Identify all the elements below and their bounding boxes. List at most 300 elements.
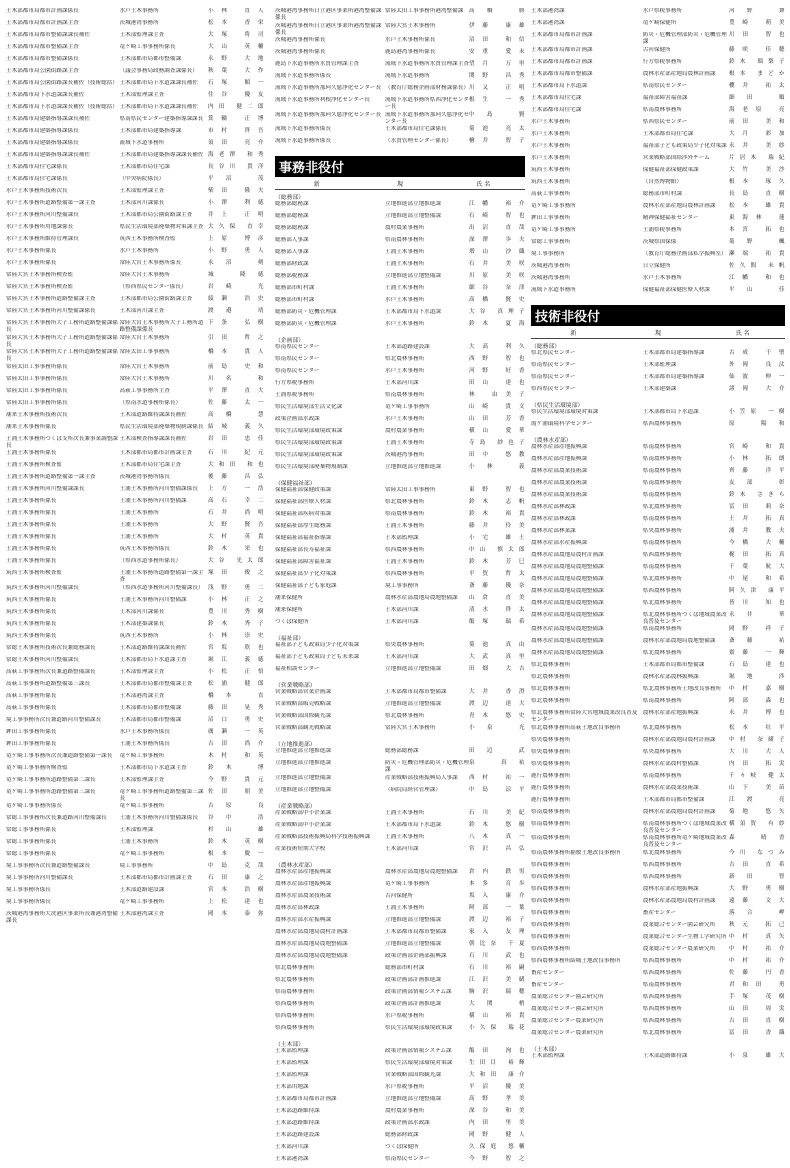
group-label: （農林水産部） — [275, 862, 316, 869]
current-post: 政策企画部計画推進課 — [385, 976, 441, 983]
list-item — [275, 666, 525, 678]
list-item — [275, 97, 525, 112]
person-name: 伊藤 康雄 — [469, 22, 525, 29]
current-post: 土木部都市局建築指導課 — [119, 128, 182, 134]
new-post: 畜産センター — [531, 981, 565, 988]
current-post: 県南農林事務所 — [642, 467, 682, 474]
person-name: 瀬端 祐貴 — [729, 250, 785, 257]
person-name: 森 晴香 — [729, 835, 785, 842]
person-name: 岩田 忠佳 — [208, 435, 264, 442]
new-post: 県北県民センター — [531, 349, 576, 356]
new-post: 土木部都市局都市計画課係長 — [6, 8, 79, 14]
list-item — [6, 899, 264, 911]
new-post: 茨城港湾事務所日立港区事業所港湾整備課係長 — [275, 8, 382, 22]
new-post: 土浦土木事務所つくば支所次長兼事業調整課長 — [6, 435, 118, 449]
list-item — [531, 227, 785, 239]
current-post: 保健福祉部保健政策課 — [642, 166, 699, 173]
list-item — [275, 499, 525, 511]
person-name: 橋本 貴人 — [208, 349, 264, 356]
list-item — [275, 619, 525, 631]
list-item — [275, 523, 525, 535]
list-item — [6, 597, 264, 609]
list-item — [531, 698, 785, 710]
current-post: 県南農林事務所 — [642, 106, 682, 113]
new-post: 土木部都市局住宅課係長 — [6, 164, 68, 170]
current-post: 土木部都市局住宅課 — [119, 164, 170, 170]
current-post: 土木部都市局都市整備課主査 — [119, 680, 193, 687]
list-item — [275, 1072, 525, 1084]
new-post: 土木部都市局都市計画課主査 — [6, 20, 79, 26]
new-post: 土木部港湾課 — [531, 20, 565, 26]
current-post: 農林水産部産地振興課 — [642, 885, 699, 892]
list-item — [6, 296, 264, 308]
person-name: 藤田 晃秀 — [208, 704, 264, 711]
new-post: 農林水産部農業技術課 — [531, 467, 587, 474]
person-name: 梶田 拓真 — [729, 551, 785, 558]
current-post: 流域下水道事務所 — [385, 73, 430, 80]
current-post: 土浦土木事務所 — [385, 833, 425, 840]
new-post: 農林水産部林政課 — [531, 515, 576, 522]
new-post: 県北農林事務所高萩土地改良事務所 — [531, 724, 621, 731]
new-post: 水戸土木事務所道路整備第一課主査 — [6, 200, 96, 206]
current-post: 総務部総務課 — [385, 748, 419, 755]
list-item — [6, 400, 264, 412]
list-item — [531, 773, 785, 785]
current-post: 土浦土木事務所道路整備第一課主査 — [119, 570, 204, 584]
current-post: 常陸太田工事事務所港湾整備課 — [385, 8, 464, 14]
new-post: 農林水産部農地局農地整備課 — [531, 563, 604, 570]
list-item — [6, 436, 264, 451]
section-title: 事務非役付 — [275, 156, 525, 177]
person-name: 斎藤 祐 — [729, 638, 785, 645]
person-name: 大高 利久 — [469, 344, 525, 351]
list-item — [531, 710, 785, 725]
new-post: 県西農林事務所結城土地改良事務所 — [531, 957, 621, 964]
list-item — [6, 462, 264, 474]
person-name: 宮坂 欣也 — [208, 644, 264, 651]
list-item — [531, 456, 785, 468]
current-post: 土木部都市局都市計画課主査 — [119, 875, 193, 882]
person-name: 飯塚 瑞希 — [469, 619, 525, 626]
current-post: 農林水産部産地局農林計画課 — [642, 70, 716, 77]
person-name: 藤咲 佳穂 — [729, 46, 785, 53]
current-post: 政策企画部情報システム課 — [385, 988, 452, 995]
new-post: 常総土木事務所技術次長兼総務課長 — [6, 644, 96, 651]
current-post: 水戸土木事務所 — [119, 248, 159, 254]
current-post: 県南農林事務所 — [642, 443, 682, 450]
list-item — [275, 654, 525, 666]
current-post: 土浦土木事務所 — [119, 534, 159, 541]
list-item — [275, 547, 525, 559]
current-post: 土木部都市局建築指導課課長補佐 — [119, 152, 204, 158]
current-post: 竜ケ崎工事事務所 — [119, 752, 165, 759]
new-post: 営業戦略部観光戦略課 — [275, 725, 331, 732]
person-name: 石井 尚明 — [208, 510, 264, 517]
person-name: 菊野 楓 — [729, 238, 785, 245]
new-post: 農林水産部農地局農地整備課 — [531, 638, 604, 645]
group-label: （企画部） — [275, 338, 304, 345]
person-name: 須田 亮介 — [208, 140, 264, 146]
list-item — [6, 164, 264, 176]
new-post: 福祉部子ども政策局子ども未来課 — [275, 654, 359, 661]
new-post: 常陸大宮土木事務所大子工務所道路整備課係長 — [6, 320, 118, 334]
person-name: 高橋 慧 — [208, 411, 264, 418]
new-post: 農林水産部農地局農地整備課 — [531, 611, 604, 618]
list-item — [531, 251, 785, 263]
current-post: 県北農林事務所 — [385, 713, 425, 720]
new-post: 農林水産部農地局農地整備課 — [531, 575, 604, 582]
current-post: 土木部都市局都市整備課 — [119, 56, 182, 62]
new-post: 水戸土木事務所 — [531, 142, 571, 149]
list-item — [275, 834, 525, 846]
current-post: 県央農林事務所 — [385, 642, 425, 649]
person-name: 鈴木 瑠梨子 — [729, 58, 785, 65]
current-post: （中央病院係長） — [119, 176, 165, 182]
new-post: 県西農林事務所 — [531, 921, 571, 928]
new-post: 土木部都市局下水道課 — [531, 82, 587, 89]
new-post: 県南農林事務所稲敷土地改良事務所 — [531, 849, 621, 856]
new-post: 県南県民センター — [275, 356, 320, 363]
list-item — [275, 213, 525, 225]
list-item — [275, 989, 525, 1001]
person-name: 石井 美咲 — [469, 261, 525, 268]
person-name: 大久保 直幸 — [208, 224, 264, 230]
person-name: 家入 友理 — [469, 928, 525, 935]
current-post: 県北農林事務所 — [642, 849, 682, 856]
new-post: 保健福祉部少子化対策課 — [275, 571, 337, 578]
person-name: 内田 健二郎 — [208, 104, 264, 110]
list-item — [531, 131, 785, 143]
person-name: 塚田 俊之 — [208, 570, 264, 577]
person-name: 松本 香栄 — [208, 20, 264, 26]
current-post: 土浦土木事務所 — [119, 510, 159, 517]
new-post: 茨城港湾事務所大洗港区事業所長兼港湾整備課長 — [6, 911, 118, 925]
list-item — [531, 444, 785, 456]
new-post: 県民生活環境部環境政策課 — [275, 440, 343, 447]
new-post: 土木部港湾課 — [531, 8, 565, 14]
current-post: 常陸大宮土木事務所 — [119, 363, 170, 370]
list-item — [531, 862, 785, 874]
new-post: 農林水産部産地振興課 — [275, 868, 331, 875]
list-item — [531, 749, 785, 761]
list-item — [531, 362, 785, 374]
new-post: 産業戦略部中小企業課 — [275, 821, 331, 828]
new-post: 営業戦略部営業企画課 — [275, 689, 331, 696]
person-name: 阿久津 康平 — [729, 587, 785, 594]
current-post: 竜ケ崎工事事務所 — [119, 803, 165, 810]
new-post: 土木部用地課 — [275, 1083, 309, 1090]
current-post: 土木部都市局都市整備課 — [642, 662, 705, 669]
current-post: 土木部都市局住宅課主査 — [119, 462, 182, 469]
current-post: 県南農林事務所 — [642, 772, 682, 779]
person-name: 小久保 瑞花 — [469, 1024, 525, 1031]
person-name: 平山 佳 — [729, 286, 785, 293]
new-post: 総務部市町村課 — [275, 285, 315, 292]
list-item — [6, 376, 264, 388]
new-post: 総務部総務課 — [275, 225, 309, 232]
new-post: 常総工事事務所次長兼道路河川整備課長 — [6, 815, 107, 822]
current-post: 流域下水道事務所那珂久慈浄化センター長 — [385, 111, 469, 125]
current-post: 土木部都市局下水道課課長補佐 — [119, 80, 198, 86]
header-current: 現 — [655, 329, 662, 337]
current-post: 土浦土木事務所 — [385, 261, 425, 268]
person-name: 齊藤 洋平 — [729, 467, 785, 474]
new-post: 農林水産部農地局農村計画課 — [531, 551, 604, 558]
list-item — [6, 388, 264, 400]
list-item — [275, 285, 525, 297]
current-post: 土浦土木事務所 — [385, 904, 425, 911]
new-post: 土木部都市局建築指導課課長補佐 — [6, 116, 90, 122]
new-post: 茨城港湾事務所 — [531, 262, 571, 269]
new-post: 県央農林事務所 — [531, 748, 571, 755]
current-post: 農村農業事務所 — [385, 428, 425, 435]
current-post: 農林水産部産地局農林計画課 — [642, 202, 716, 209]
person-name: 内田 里美 — [469, 1119, 525, 1126]
current-post: 土木部都市局都市整備課 — [642, 796, 705, 803]
new-post: 農林水産部林業課 — [531, 527, 576, 534]
list-item — [6, 80, 264, 92]
person-name: 坂入 康介 — [469, 892, 525, 899]
new-post: 鹿行農林事務所 — [531, 772, 571, 779]
person-name: 冨田 莉奈 — [729, 503, 785, 510]
list-item — [6, 585, 264, 597]
person-name: 遠藤 文大 — [729, 897, 785, 904]
new-post: 潮来土木事務所係長 — [6, 423, 57, 430]
current-post: 土木部河川課係長 — [119, 200, 165, 206]
list-item — [275, 368, 525, 380]
list-item — [6, 729, 264, 741]
current-post: 土浦県税事務所 — [642, 226, 682, 233]
new-post: 潮来土木事務所技術次長 — [6, 411, 68, 418]
list-item — [531, 725, 785, 737]
person-name: 平賀 哲太 — [469, 571, 525, 578]
person-name: 冨田 香織 — [729, 1029, 785, 1036]
new-post: 竜ケ崎工事事務所道路整備第二課長 — [6, 776, 96, 783]
person-name: 生田目 裕輝 — [469, 1059, 525, 1066]
person-name: 永井 美紗 — [729, 142, 785, 149]
new-post: 県西農林事務所 — [531, 945, 571, 952]
current-post: 県北農林事務所 — [642, 575, 682, 582]
current-post: 政策企画部計画推進課 — [385, 1000, 441, 1007]
current-post: 水戸土木事務所 — [642, 274, 682, 281]
current-post: 土浦土木事務所 — [385, 809, 425, 816]
current-post: 土木部都市局下水道課課長補佐 — [119, 104, 198, 110]
new-post: 霞ケ浦環境科学センター — [531, 420, 593, 427]
list-item — [275, 571, 525, 583]
person-name: 横山 裕貴 — [469, 1012, 525, 1019]
list-item — [275, 321, 525, 333]
person-name: 江幡 和也 — [729, 274, 785, 281]
list-item — [531, 528, 785, 540]
person-name: 君和田 勇 — [729, 981, 785, 988]
list-item — [6, 534, 264, 546]
current-post: 竜ケ崎工事事務所係長 — [119, 44, 176, 50]
person-name: 大谷 真理子 — [469, 309, 525, 316]
new-post: 土木部監理課 — [275, 1047, 309, 1054]
list-item — [275, 273, 525, 285]
new-post: 常陸太田工事事務所係長 — [6, 399, 68, 406]
current-post: 県南県民センター — [642, 82, 688, 89]
current-post: 総務部市町村課 — [642, 190, 682, 197]
list-item — [6, 546, 264, 558]
new-post: 県西農林事務所 — [531, 885, 571, 892]
new-post: 農林水産部林政課 — [531, 503, 576, 510]
person-name: 飯田 洵也 — [469, 1047, 525, 1054]
person-name: 山倉 直美 — [469, 595, 525, 602]
person-name: 泉 真祐 — [469, 760, 525, 767]
new-post: 土木部都市局建築指導課課長補佐 — [6, 152, 90, 158]
current-post: 県北農林事務所つくば地域農業改良普及センター — [642, 611, 727, 625]
current-post: 県民生活環境部環境政策課 — [385, 1024, 453, 1031]
new-post: 土浦土木事務所検査監 — [6, 462, 62, 469]
new-post: 総務部市町村課 — [275, 297, 315, 304]
new-post: 常陸大宮土木事務所大子工務所道路整備課係長 — [6, 334, 118, 348]
current-post: 県西農林事務所 — [642, 1017, 682, 1024]
new-post: 県南県民センター — [275, 368, 320, 375]
person-name: 山崎 貴文 — [469, 404, 525, 411]
new-post: 水戸土木事務所用地課係長 — [6, 224, 74, 230]
new-post: 福祉相談センター — [275, 666, 320, 673]
list-item — [6, 815, 264, 827]
current-post: 県南農林事務所 — [642, 698, 682, 705]
current-post: 土木部監理課 — [642, 361, 677, 368]
list-item — [531, 143, 785, 155]
current-post: 県北農林事務所 — [642, 599, 682, 606]
new-post: 土木部都市局都市計画課 — [531, 58, 593, 65]
new-post: 常陸大宮土木事務所大子工務所道路整備課係長 — [6, 349, 118, 363]
list-item — [531, 612, 785, 627]
list-item — [531, 1030, 785, 1042]
new-post: 産業技術短期大学校 — [275, 845, 326, 852]
list-item — [531, 119, 785, 131]
person-name: 中山 慎太郎 — [469, 547, 525, 554]
current-post: 竜ケ崎工事事務所 — [119, 851, 165, 858]
new-post: 県西農林事務所 — [531, 909, 571, 916]
list-item — [6, 693, 264, 705]
new-post: 農業総合センター園芸研究所 — [531, 993, 604, 1000]
new-post: 農林水産部農地局農地整備課 — [531, 599, 604, 606]
person-name: 石川 武也 — [469, 952, 525, 959]
current-post: つくば保健所 — [385, 1143, 419, 1150]
list-item — [6, 200, 264, 212]
new-post: 農林水産部水産振興課 — [531, 539, 587, 546]
list-item — [275, 1084, 525, 1096]
person-name: 石崎 智也 — [469, 213, 525, 220]
new-post: 常総工事事務所係長 — [6, 827, 57, 834]
list-item — [6, 498, 264, 510]
new-post: 営業戦略部国際観光課 — [275, 713, 331, 720]
new-post: 水戸土木事務所 — [531, 154, 571, 161]
list-item — [6, 8, 264, 20]
list-item — [275, 977, 525, 989]
new-post: 立地推進部立地推進課 — [275, 748, 331, 755]
current-post: 筑西土木事務所係長 — [119, 546, 170, 553]
current-post: 県南農林事務所 — [642, 515, 682, 522]
header-current: 現 — [396, 181, 403, 189]
new-post: 流域下水道事務所那珂久慈浄化センター長 — [275, 111, 382, 118]
list-item — [275, 869, 525, 881]
person-name: 石塚 順一 — [208, 80, 264, 86]
list-item — [531, 71, 785, 83]
person-name: 岡野 健人 — [469, 1131, 525, 1138]
new-post: 産業戦略部中小企業課 — [275, 809, 331, 816]
person-name: 堀地 渉 — [729, 674, 785, 681]
list-item — [531, 809, 785, 821]
current-post: 土木部道路維持課課長補佐 — [119, 411, 187, 418]
current-post: 土木部都市局建築指導課 — [642, 349, 705, 356]
person-name: 鈴木 英樹 — [208, 839, 264, 846]
person-name: 清水 啓太 — [469, 607, 525, 614]
person-name: 今川 なつみ — [729, 849, 785, 856]
new-post: 県央農林事務所 — [531, 760, 571, 767]
list-item — [275, 138, 525, 150]
list-item — [6, 777, 264, 789]
person-name: 鈴木 志帆 — [469, 499, 525, 506]
list-item — [531, 874, 785, 886]
current-post: 総務部市町村課 — [385, 964, 425, 971]
new-post: 茨城港湾事務所係長 — [275, 37, 326, 44]
list-item — [531, 785, 785, 797]
list-item — [6, 474, 264, 486]
new-post: 鹿行農林事務所 — [531, 796, 571, 803]
person-name: 田中 悠教 — [469, 452, 525, 459]
list-item — [6, 887, 264, 899]
current-post: 土木部監理課主査 — [119, 32, 165, 38]
new-post: 流域下水道事務所係長 — [275, 126, 331, 133]
list-item — [531, 47, 785, 59]
new-post: 県北農林事務所 — [531, 662, 571, 669]
new-post: 竜ケ崎工事事務所次長兼道路整備第一課長 — [6, 752, 113, 759]
person-name: 井上 正明 — [208, 212, 264, 218]
person-name: 市村 啓吾 — [208, 128, 264, 134]
new-post: 県南農林事務所 — [275, 988, 315, 995]
new-post: 常陸大宮土木事務所検査監 — [6, 272, 74, 278]
person-name: 沼田 和信 — [469, 37, 525, 44]
current-post: 立地推進部立地整備課 — [385, 213, 441, 220]
list-item — [531, 83, 785, 95]
new-post: つくば保健所 — [275, 619, 309, 626]
new-post: 高萩工事事務所次長兼道路整備課長 — [6, 668, 96, 675]
new-post: 政策企画部水政課 — [275, 416, 320, 423]
current-post: 常陸太田工事事務所 — [385, 487, 436, 494]
new-post: 総務部総務課 — [275, 201, 309, 208]
person-name: 小林 直人 — [208, 8, 264, 14]
list-item — [275, 464, 525, 476]
list-item — [531, 958, 785, 970]
person-name: 田辺 武 — [469, 748, 525, 755]
person-name: 細谷 奈津 — [469, 285, 525, 292]
current-post: 竜ケ崎工事事務所 — [119, 899, 165, 906]
new-post: 県北農林事務所 — [275, 964, 315, 971]
new-post: 常総工事事務所 — [531, 238, 571, 245]
list-item — [6, 669, 264, 681]
new-post: 県南県民センター — [275, 344, 320, 351]
list-item — [275, 126, 525, 138]
new-post: 総務部防災・危機管理課 — [275, 321, 337, 328]
list-item — [531, 970, 785, 982]
person-name: 小松 正悟 — [208, 668, 264, 675]
current-post: 水戸土木事務所 — [119, 8, 159, 14]
person-name: 引田 哲之 — [208, 334, 264, 341]
current-post: 政策企画部水政課 — [385, 1119, 430, 1126]
new-post: 水戸土木事務所河川整備課長 — [6, 212, 79, 218]
new-post: 鹿島下水道事務所水質管理課主査 — [275, 61, 359, 68]
current-post: 農林水産部農地局農村計画課 — [642, 736, 716, 743]
person-name: 城 隆徳 — [208, 272, 264, 278]
person-name: 朝比奈 千夏 — [469, 940, 525, 947]
current-post: 土浦土木事務所 — [119, 522, 159, 529]
person-name: 横山 愛華 — [469, 428, 525, 435]
